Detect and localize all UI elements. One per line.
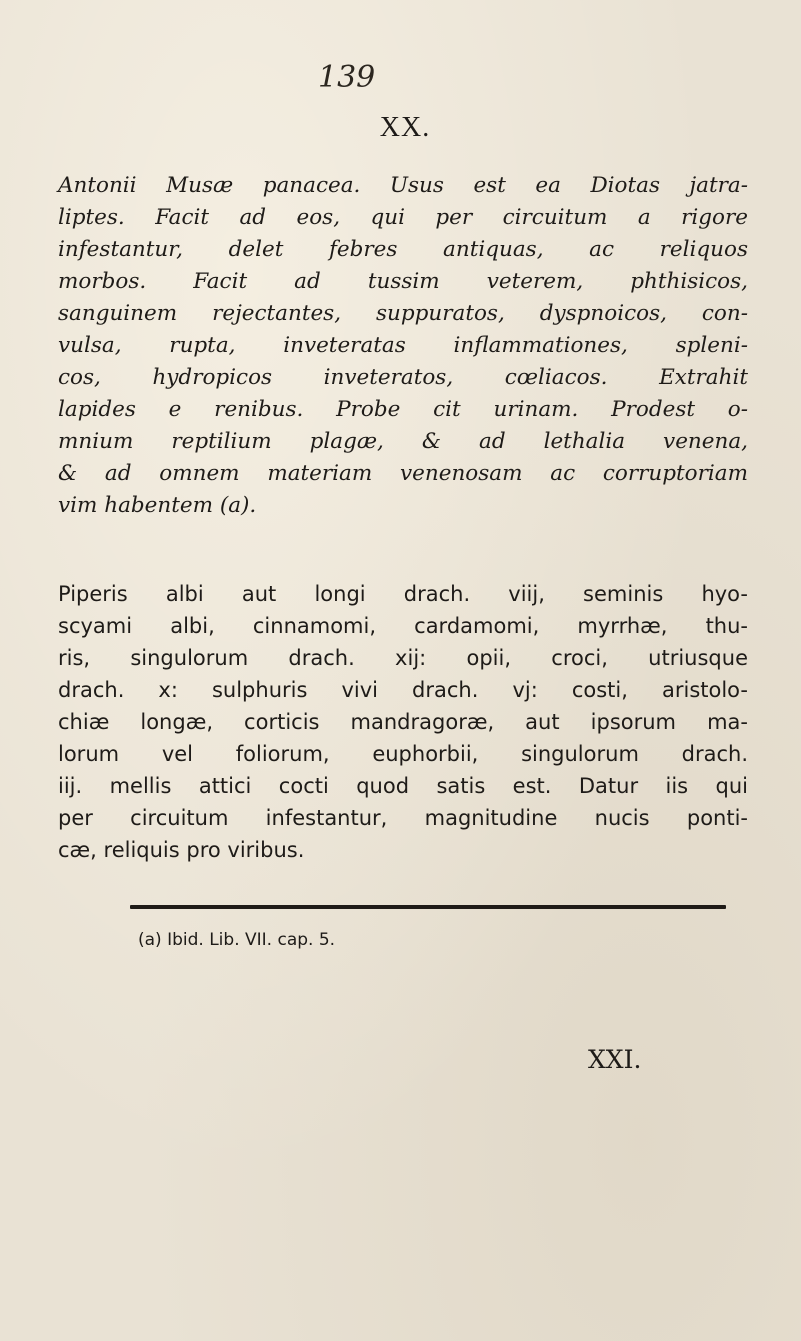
italic-line: cos, hydropicos inveteratos, cœliacos. Extrahit [58, 365, 748, 390]
roman-paragraph [58, 578, 748, 866]
italic-line: lapides e renibus. Probe cit urinam. Prodest o- [58, 397, 748, 422]
roman-line: cæ, reliquis pro viribus. [58, 838, 305, 862]
italic-paragraph [58, 170, 748, 522]
page-number: 139 [318, 60, 376, 95]
roman-line: ris, singulorum drach. xij: opii, croci, utriusque [58, 646, 748, 670]
roman-line: per circuitum infestantur, magnitudine nucis ponti- [58, 806, 748, 830]
roman-line: Piperis albi aut longi drach. viij, seminis hyo- [58, 582, 748, 606]
roman-line: lorum vel foliorum, euphorbii, singulorum drach. [58, 742, 748, 766]
roman-line: chiæ longæ, corticis mandragoræ, aut ipsorum ma- [58, 710, 748, 734]
catchword: XXI. [588, 1045, 642, 1074]
roman-line: scyami albi, cinnamomi, cardamomi, myrrhæ, thu- [58, 614, 748, 638]
italic-line: morbos. Facit ad tussim veterem, phthisicos, [58, 269, 748, 294]
italic-line: sanguinem rejectantes, suppuratos, dyspnoicos, con- [58, 301, 748, 326]
roman-line: drach. x: sulphuris vivi drach. vj: costi, aristolo- [58, 678, 748, 702]
italic-line: Antonii Musæ panacea. Usus est ea Diotas jatra- [58, 173, 748, 198]
italic-line: mnium reptilium plagæ, & ad lethalia venena, [58, 429, 748, 454]
footnote-rule [130, 905, 726, 909]
italic-line: & ad omnem materiam venenosam ac corruptoriam [58, 461, 748, 486]
chapter-heading: XX. [379, 112, 431, 143]
italic-line: vulsa, rupta, inveteratas inflammationes, spleni- [58, 333, 748, 358]
italic-line: infestantur, delet febres antiquas, ac reliquos [58, 237, 748, 262]
roman-line: iij. mellis attici cocti quod satis est. Datur iis qui [58, 774, 748, 798]
italic-line: vim habentem (a). [58, 493, 257, 518]
italic-line: liptes. Facit ad eos, qui per circuitum a rigore [58, 205, 748, 230]
footnote: (a) Ibid. Lib. VII. cap. 5. [138, 930, 336, 950]
